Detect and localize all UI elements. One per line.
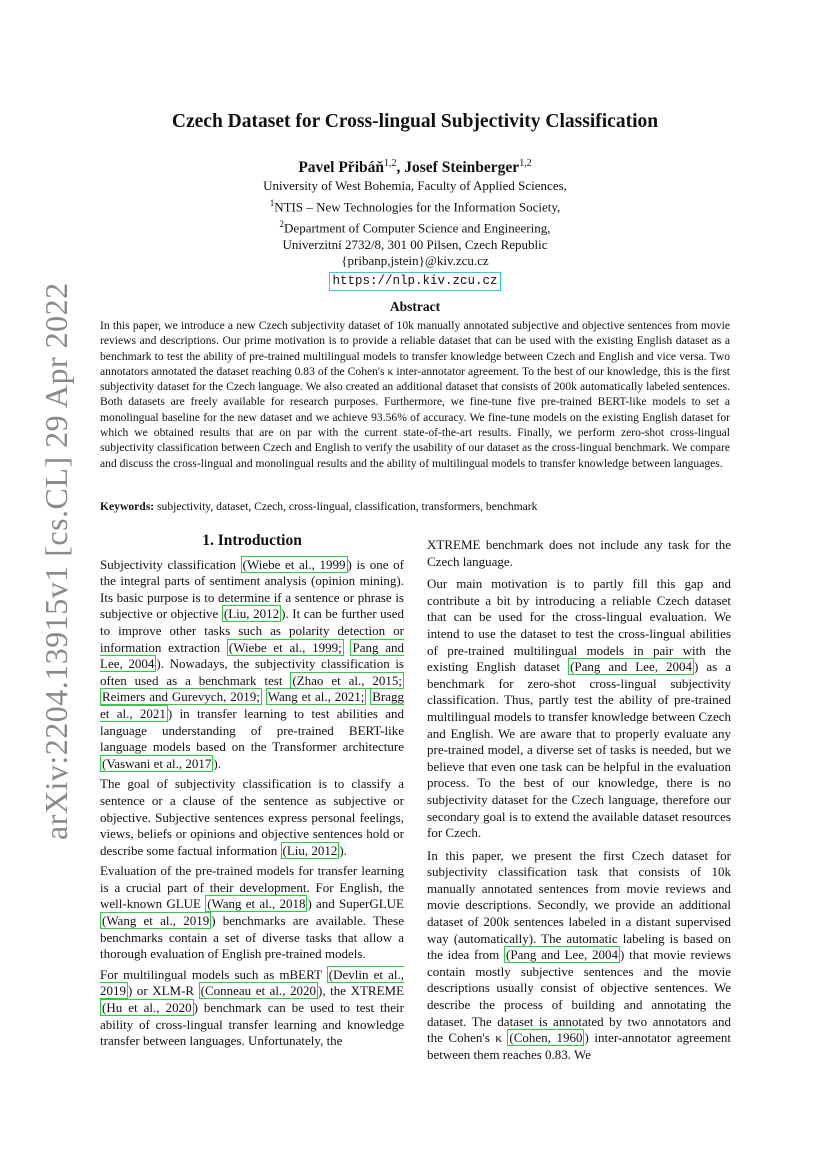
email: {pribanp,jstein}@kiv.zcu.cz	[341, 253, 489, 269]
affiliations	[100, 178, 730, 291]
author-affil-marker: 1,2	[519, 158, 532, 169]
citation-link[interactable]: Pang and Lee, 2004	[100, 639, 404, 672]
citation-link[interactable]: Reimers and Gurevych, 2019;	[102, 689, 260, 705]
author-name: Pavel Přibáň	[298, 159, 384, 177]
keywords	[100, 499, 730, 514]
citation-link[interactable]: (Liu, 2012	[282, 842, 338, 858]
paper-title: Czech Dataset for Cross-lingual Subjectivity Classification	[171, 111, 659, 132]
arxiv-identifier: arXiv:2204.13915v1 [cs.CL] 29 Apr 2022	[38, 282, 74, 840]
citation-link[interactable]: Wang et al., 2021;	[267, 689, 365, 705]
citation-link[interactable]: (Liu, 2012	[223, 606, 280, 622]
citation-link[interactable]: (Devlin et al., 2019	[100, 966, 404, 999]
column-right	[427, 537, 731, 1067]
citation-link[interactable]: (Pang and Lee, 2004	[506, 947, 619, 963]
paragraph: The goal of subjectivity classification is to classify a sentence or a clause of the sentence as subjective or objective. Subjective sentences express personal feelings, views, beliefs or opinions and objective sentences hold or describe some factual information (Liu, 2012 ).	[100, 776, 404, 858]
citation-link[interactable]: (Cohen, 1960	[509, 1030, 583, 1046]
paragraph: In this paper, we present the first Czech dataset for subjectivity classification task that consists of 10k manually annotated sentences from movie reviews and movie descriptions. Secondly, we provide an additional dataset of 200k sentences labeled in a distant supervised way (automatically). The automatic labeling is based on the idea from (Pang and Lee, 2004 ) that movie reviews contain mostly subjective sentences and the movie descriptions usually consist of objective sentences. We describe the process of building and annotating the dataset. The dataset is annotated by two annotators and the Cohen's κ (Cohen, 1960 ) inter-annotator agreement between them reaches 0.83. We	[427, 847, 731, 1062]
affiliation-line: Univerzitní 2732/8, 301 00 Pilsen, Czech Republic	[282, 236, 548, 252]
citation-link[interactable]: (Wiebe et al., 1999;	[228, 639, 342, 655]
author-name: , Josef Steinberger	[396, 159, 520, 177]
citation-link[interactable]: (Wiebe et al., 1999	[242, 556, 346, 572]
website-link[interactable]: https://nlp.kiv.zcu.cz	[329, 272, 500, 291]
citation-link[interactable]: (Conneau et al., 2020	[200, 983, 317, 999]
keywords-text: subjectivity, dataset, Czech, cross-lingual, classification, transformers, benchmark	[154, 500, 538, 513]
paragraph: For multilingual models such as mBERT (Devlin et al., 2019 ) or XLM-R (Conneau et al., 2020 ), the XTREME (Hu et al., 2020 ) benchmark can be used to test their ability of cross-lingual transfer learning and knowledge transfer between languages. Unfortunately, the	[100, 966, 405, 1049]
citation-link[interactable]: Bragg et al., 2021	[100, 689, 404, 721]
section-heading: 1. Introduction	[202, 532, 302, 549]
citation-link[interactable]: (Hu et al., 2020	[102, 1000, 192, 1016]
citation-link[interactable]: (Vaswani et al., 2017	[102, 755, 212, 771]
citation-link[interactable]: (Wang et al., 2019	[102, 913, 210, 929]
citation-link[interactable]: (Zhao et al., 2015;	[292, 672, 402, 688]
author-affil-marker: 1,2	[384, 158, 397, 169]
arxiv-sidebar	[18, 282, 74, 840]
citation-link[interactable]: (Pang and Lee, 2004	[570, 659, 692, 675]
citation-link[interactable]: (Wang et al., 2018	[207, 896, 306, 912]
paragraph: XTREME benchmark does not include any task for the Czech language.	[427, 537, 731, 569]
affiliation-line: University of West Bohemia, Faculty of Applied Sciences,	[263, 178, 567, 193]
paragraph: Subjectivity classification (Wiebe et al., 1999 ) is one of the integral parts of sentiment analysis (opinion mining). Its basic purpose is to determine if a sentence or phrase is subjective or objective (Liu, 2012 ). It can be further used to improve other tasks such as polarity detection or information extraction (Wiebe et al., 1999; Pang and Lee, 2004 ). Nowadays, the subjectivity classification is often used as a benchmark test (Zhao et al., 2015; Reimers and Gurevych, 2019; Wang et al., 2021; Bragg et al., 2021 ) in transfer learning to test abilities and language understanding of pre-trained BERT-like language models based on the Transformer architecture (Vaswani et al., 2017 ).	[100, 556, 405, 771]
column-left	[100, 533, 404, 1054]
abstract-heading: Abstract	[389, 299, 441, 314]
paragraph: Evaluation of the pre-trained models for transfer learning is a crucial part of their development. For English, the well-known GLUE (Wang et al., 2018 ) and SuperGLUE (Wang et al., 2019 ) benchmarks are available. These benchmarks contain a set of diverse tasks that allow a thorough evaluation of English pre-trained models.	[100, 863, 404, 962]
affiliation-line: $^2$Department of Computer Science and Engineering,	[279, 218, 551, 236]
author-line	[100, 158, 730, 177]
keywords-label: Keywords:	[100, 500, 155, 513]
abstract-text: In this paper, we introduce a new Czech subjectivity dataset of 10k manually annotated subjective and objective sentences from movie reviews and descriptions. Our prime motivation is to provide a reliable dataset that can be used with the existing English dataset as a benchmark to test the ability of pre-trained multilingual models to transfer knowledge between Czech and English and vice versa. Two annotators annotated the dataset reaching 0.83 of the Cohen's κ inter-annotator agreement. To the best of our knowledge, this is the first subjectivity dataset for the Czech language. We also created an additional dataset that consists of 200k automatically labeled sentences. Both datasets are freely available for research purposes. Furthermore, we fine-tune five pre-trained BERT-like models to set a monolingual baseline for the new dataset and we achieve 93.56% of accuracy. We fine-tune models on the existing English dataset for which we obtained results that are on par with the current state-of-the-art results. Finally, we perform zero-shot cross-lingual subjectivity classification between Czech and English to verify the usability of our dataset as the cross-lingual benchmark. We compare and discuss the cross-lingual and monolingual results and the ability of multilingual models to transfer knowledge between languages.	[100, 319, 730, 470]
affiliation-line: $^1$NTIS – New Technologies for the Information Society,	[269, 197, 561, 215]
paragraph: Our main motivation is to partly fill this gap and contribute a bit by introducing a reliable Czech dataset that can be used for the cross-lingual evaluation. We intend to use the dataset to test the cross-lingual abilities of pre-trained multilingual models in pair with the existing English dataset (Pang and Lee, 2004 ) as a benchmark for zero-shot cross-lingual subjectivity classification. Thus, partly test the ability of pre-trained multilingual models to transfer knowledge between Czech and English. We are aware that to properly evaluate any pre-trained model, a diverse set of tasks is needed, but we believe that even one task can be helpful in the evaluation process. To the best of our knowledge, there is no subjectivity dataset for the Czech language, therefore our secondary goal is to extend the available dataset resources for Czech.	[427, 576, 731, 841]
